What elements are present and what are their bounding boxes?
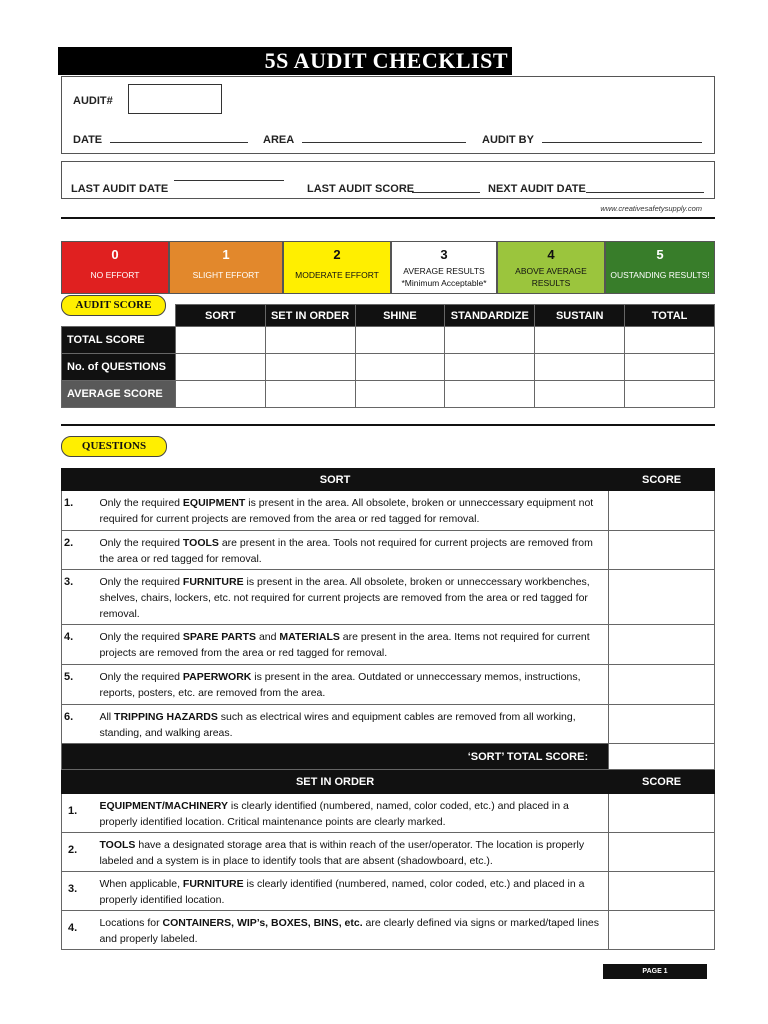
scale-5: [605, 241, 715, 294]
score-cell[interactable]: [175, 381, 265, 408]
question-score-cell[interactable]: [609, 570, 715, 625]
scale-4: [497, 241, 605, 294]
row-average-score: AVERAGE SCORE: [62, 381, 176, 408]
questions-table: [61, 468, 715, 950]
page-title: 5S AUDIT CHECKLIST: [58, 47, 512, 75]
scale-0: [61, 241, 169, 294]
question-score-cell[interactable]: [609, 491, 715, 531]
question-text: When applicable, FURNITURE is clearly identified (numbered, named, color coded, etc.) and placed in a properly identified location.: [97, 872, 608, 911]
score-cell[interactable]: [535, 354, 625, 381]
sort-total-label: ‘SORT’ TOTAL SCORE:: [62, 744, 609, 770]
scale-4-number: 4: [547, 247, 555, 262]
question-number: 3.: [62, 872, 98, 911]
audit-score-pill: AUDIT SCORE: [61, 295, 166, 316]
scale-4-label: ABOVE AVERAGE: [515, 266, 587, 276]
score-cell[interactable]: [355, 354, 445, 381]
score-cell[interactable]: [535, 381, 625, 408]
score-cell[interactable]: [535, 327, 625, 354]
question-number: 4.: [62, 911, 98, 950]
question-text: Only the required FURNITURE is present in the area. All obsolete, broken or unneccessary workbenches, shelves, chairs, lockers, etc. not required for current projects are removed from the area or red tagged for removal.: [97, 570, 608, 625]
score-col-shine: SHINE: [355, 305, 445, 327]
question-number: 6.: [62, 705, 98, 744]
score-cell[interactable]: [355, 327, 445, 354]
score-cell[interactable]: [445, 354, 535, 381]
question-score-cell[interactable]: [609, 794, 715, 833]
score-cell[interactable]: [625, 327, 715, 354]
audit-info-box: [61, 76, 715, 154]
score-col-sustain: SUSTAIN: [535, 305, 625, 327]
scale-3-label: AVERAGE RESULTS: [403, 266, 485, 276]
question-number: 1.: [62, 794, 98, 833]
question-row: [62, 833, 715, 872]
question-score-cell[interactable]: [609, 665, 715, 705]
scale-3-label-2: *Minimum Acceptable*: [401, 278, 487, 288]
score-table-corner: [62, 305, 176, 327]
page-number-tag: PAGE 1: [603, 964, 707, 979]
sort-section-header: SORT: [62, 469, 609, 491]
scale-4-label-2: RESULTS: [531, 278, 571, 288]
question-score-cell[interactable]: [609, 705, 715, 744]
last-audit-score-field[interactable]: [412, 182, 480, 193]
question-row: [62, 911, 715, 950]
question-number: 5.: [62, 665, 98, 705]
scale-1-number: 1: [222, 247, 230, 262]
score-cell[interactable]: [625, 381, 715, 408]
question-score-cell[interactable]: [609, 625, 715, 665]
question-text: All TRIPPING HAZARDS such as electrical wires and equipment cables are removed from all working, standing, and walking areas.: [97, 705, 608, 744]
divider-2: [61, 424, 715, 426]
audit-score-table: [61, 304, 715, 408]
question-row: [62, 705, 715, 744]
audit-by-label: AUDIT BY: [482, 134, 534, 146]
row-num-questions: No. of QUESTIONS: [62, 354, 176, 381]
question-row: [62, 872, 715, 911]
sort-total-score-cell[interactable]: [609, 744, 715, 770]
date-label: DATE: [73, 134, 103, 146]
question-number: 2.: [62, 531, 98, 570]
question-row: [62, 531, 715, 570]
score-cell[interactable]: [445, 381, 535, 408]
question-text: EQUIPMENT/MACHINERY is clearly identified (numbered, named, color coded, etc.) and placed in a properly identified location. Critical maintenance points are clearly marked.: [97, 794, 608, 833]
score-cell[interactable]: [265, 354, 355, 381]
question-row: [62, 665, 715, 705]
question-row: [62, 491, 715, 531]
audit-number-field[interactable]: [128, 84, 222, 114]
question-score-cell[interactable]: [609, 531, 715, 570]
score-col-set-in-order: SET IN ORDER: [265, 305, 355, 327]
question-number: 4.: [62, 625, 98, 665]
scale-2: [283, 241, 391, 294]
area-label: AREA: [263, 134, 295, 146]
question-number: 3.: [62, 570, 98, 625]
question-number: 1.: [62, 491, 98, 531]
next-audit-date-label: NEXT AUDIT DATE: [488, 183, 586, 195]
scale-5-number: 5: [656, 247, 664, 262]
divider-1: [61, 217, 715, 219]
scale-2-label: MODERATE EFFORT: [295, 270, 379, 280]
website-text: www.creativesafetysupply.com: [600, 204, 702, 213]
area-field[interactable]: [302, 133, 466, 143]
question-text: Only the required EQUIPMENT is present in the area. All obsolete, broken or unneccessary equipment not required for current projects are removed from the area or red tagged for removal.: [97, 491, 608, 531]
score-cell[interactable]: [355, 381, 445, 408]
set-in-order-score-header: SCORE: [609, 770, 715, 794]
score-cell[interactable]: [445, 327, 535, 354]
score-cell[interactable]: [265, 381, 355, 408]
scale-0-label: NO EFFORT: [90, 270, 140, 280]
score-cell[interactable]: [625, 354, 715, 381]
audit-number-label: AUDIT#: [73, 95, 113, 107]
scale-3-number: 3: [440, 247, 448, 262]
question-score-cell[interactable]: [609, 833, 715, 872]
last-audit-score-label: LAST AUDIT SCORE: [307, 183, 415, 195]
score-cell[interactable]: [175, 354, 265, 381]
question-text: TOOLS have a designated storage area that is within reach of the user/operator. The location is properly labeled and a system is in place to identify tools that are absent (shadowboard, etc.).: [97, 833, 608, 872]
next-audit-date-field[interactable]: [586, 182, 704, 193]
question-text: Only the required TOOLS are present in the area. Tools not required for current projects are removed from the area or red tagged for removal.: [97, 531, 608, 570]
question-text: Only the required SPARE PARTS and MATERIALS are present in the area. Items not required for current projects are removed from the area or red tagged for removal.: [97, 625, 608, 665]
score-cell[interactable]: [265, 327, 355, 354]
row-total-score: TOTAL SCORE: [62, 327, 176, 354]
score-col-total: TOTAL: [625, 305, 715, 327]
question-number: 2.: [62, 833, 98, 872]
score-col-sort: SORT: [175, 305, 265, 327]
last-audit-box: [61, 161, 715, 199]
sort-score-header: SCORE: [609, 469, 715, 491]
question-row: [62, 625, 715, 665]
scale-1-label: SLIGHT EFFORT: [192, 270, 260, 280]
last-audit-date-label: LAST AUDIT DATE: [71, 183, 169, 195]
question-row: [62, 794, 715, 833]
set-in-order-section-header: SET IN ORDER: [62, 770, 609, 794]
scale-3: [391, 241, 497, 294]
scale-5-label: OUSTANDING RESULTS!: [610, 270, 710, 280]
score-cell[interactable]: [175, 327, 265, 354]
question-text: Only the required PAPERWORK is present in the area. Outdated or unneccessary memos, instructions, reports, posters, etc. are removed from the area.: [97, 665, 608, 705]
scale-2-number: 2: [333, 247, 341, 262]
last-audit-date-field[interactable]: [174, 170, 284, 181]
questions-pill: QUESTIONS: [61, 436, 167, 457]
score-col-standardize: STANDARDIZE: [445, 305, 535, 327]
question-text: Locations for CONTAINERS, WIP’s, BOXES, BINS, etc. are clearly defined via signs or marked/taped lines and properly labeled.: [97, 911, 608, 950]
question-row: [62, 570, 715, 625]
question-score-cell[interactable]: [609, 911, 715, 950]
audit-by-field[interactable]: [542, 133, 702, 143]
scale-1: [169, 241, 283, 294]
scale-0-number: 0: [111, 247, 119, 262]
date-field[interactable]: [110, 133, 248, 143]
question-score-cell[interactable]: [609, 872, 715, 911]
